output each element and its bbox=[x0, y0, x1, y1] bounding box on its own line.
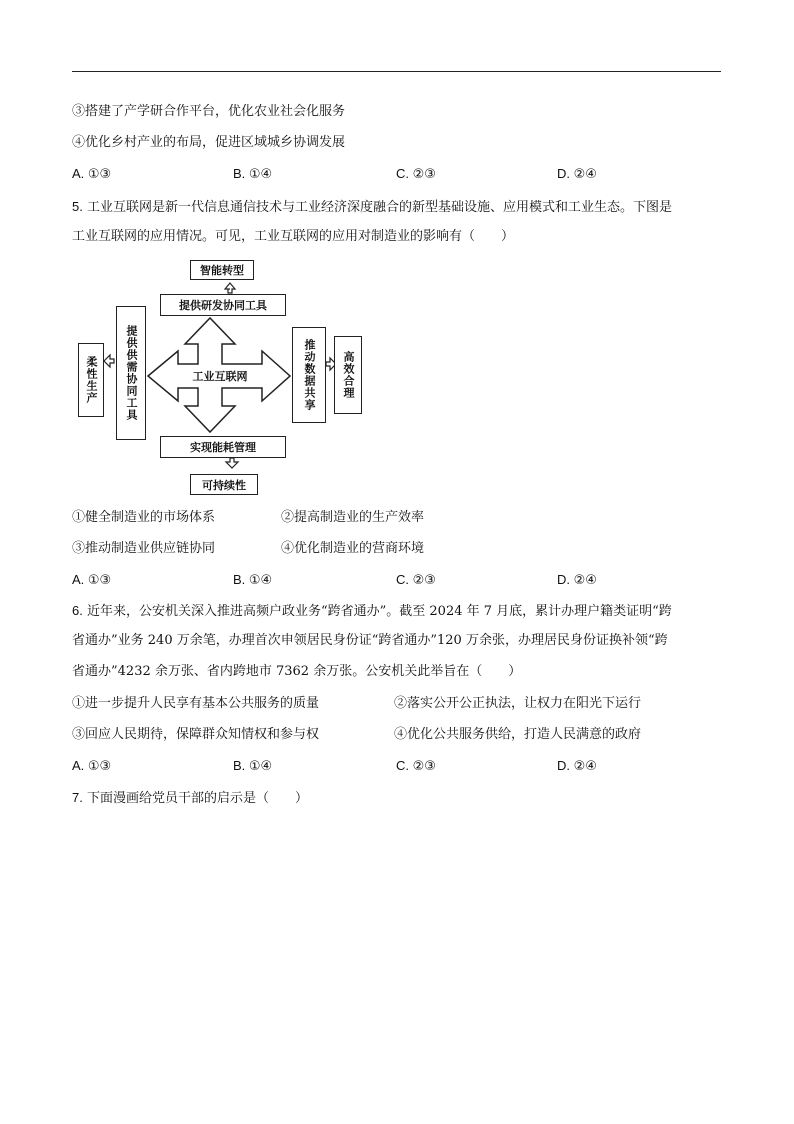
arrow-left-icon bbox=[104, 355, 114, 367]
q7-stem-text: 下面漫画给党员干部的启示是（ ） bbox=[86, 791, 308, 806]
box-left-inner: 提供供需协同工具 bbox=[116, 306, 146, 440]
q5-stem-line1 bbox=[72, 198, 672, 217]
box-top-outer: 智能转型 bbox=[190, 260, 254, 280]
q6-stem-text1: 近年来，公安机关深入推进高频户政业务“跨省通办”。截至 2024 年 7 月底，累计办理户籍类证明“跨 bbox=[86, 604, 672, 619]
q6-option-d[interactable]: D. ②④ bbox=[557, 758, 597, 773]
q6-item-4: ④优化公共服务供给，打造人民满意的政府 bbox=[394, 727, 642, 742]
q5-item-4: ④优化制造业的营商环境 bbox=[281, 541, 425, 556]
q4-option-d[interactable]: D. ②④ bbox=[557, 166, 597, 181]
q5-stem-line2: 工业互联网的应用情况。可见，工业互联网的应用对制造业的影响有（ ） bbox=[72, 229, 515, 244]
q5-option-b[interactable]: B. ①④ bbox=[233, 572, 273, 587]
q6-stem-line2: 省通办”业务 240 万余笔，办理首次申领居民身份证“跨省通办”120 万余张，办理居民身份证换补领“跨 bbox=[72, 633, 668, 648]
box-bottom-outer: 可持续性 bbox=[190, 474, 258, 495]
q6-stem-line1 bbox=[72, 602, 672, 621]
q5-option-c[interactable]: C. ②③ bbox=[396, 572, 436, 587]
q6-option-c[interactable]: C. ②③ bbox=[396, 758, 436, 773]
q4-option-c[interactable]: C. ②③ bbox=[396, 166, 436, 181]
q6-item-3: ③回应人民期待，保障群众知情权和参与权 bbox=[72, 727, 320, 742]
diagram-center-label: 工业互联网 bbox=[192, 370, 248, 383]
q5-stem-text1: 工业互联网是新一代信息通信技术与工业经济深度融合的新型基础设施、应用模式和工业生态。下图是 bbox=[86, 200, 672, 215]
q5-item-2: ②提高制造业的生产效率 bbox=[281, 510, 425, 525]
box-top-inner: 提供研发协同工具 bbox=[160, 294, 286, 316]
q4-option-b[interactable]: B. ①④ bbox=[233, 166, 273, 181]
q6-item-2: ②落实公开公正执法，让权力在阳光下运行 bbox=[394, 696, 642, 711]
q5-option-a[interactable]: A. ①③ bbox=[72, 572, 112, 587]
q4-item-3: ③搭建了产学研合作平台，优化农业社会化服务 bbox=[72, 104, 346, 119]
q5-item-3: ③推动制造业供应链协同 bbox=[72, 541, 216, 556]
box-right-outer: 高效合理 bbox=[334, 336, 362, 414]
box-left-outer: 柔性生产 bbox=[78, 343, 104, 417]
header-rule bbox=[72, 71, 721, 72]
q5-option-d[interactable]: D. ②④ bbox=[557, 572, 597, 587]
arrow-up-icon bbox=[225, 283, 235, 293]
q7-stem-line bbox=[72, 789, 308, 808]
q6-stem-line3: 省通办”4232 余万张、省内跨地市 7362 余万张。公安机关此举旨在（ ） bbox=[72, 664, 522, 679]
q6-number: 6. bbox=[72, 603, 83, 618]
q4-item-4: ④优化乡村产业的布局，促进区域城乡协调发展 bbox=[72, 135, 346, 150]
q5-number: 5. bbox=[72, 199, 83, 214]
box-right-inner: 推动数据共享 bbox=[292, 327, 326, 423]
q6-item-1: ①进一步提升人民享有基本公共服务的质量 bbox=[72, 696, 320, 711]
q7-number: 7. bbox=[72, 790, 83, 805]
industrial-internet-diagram bbox=[72, 256, 372, 500]
q5-item-1: ①健全制造业的市场体系 bbox=[72, 510, 216, 525]
box-bottom-inner: 实现能耗管理 bbox=[160, 436, 286, 458]
arrow-down-icon bbox=[226, 458, 238, 468]
q4-option-a[interactable]: A. ①③ bbox=[72, 166, 112, 181]
q6-option-b[interactable]: B. ①④ bbox=[233, 758, 273, 773]
q6-option-a[interactable]: A. ①③ bbox=[72, 758, 112, 773]
